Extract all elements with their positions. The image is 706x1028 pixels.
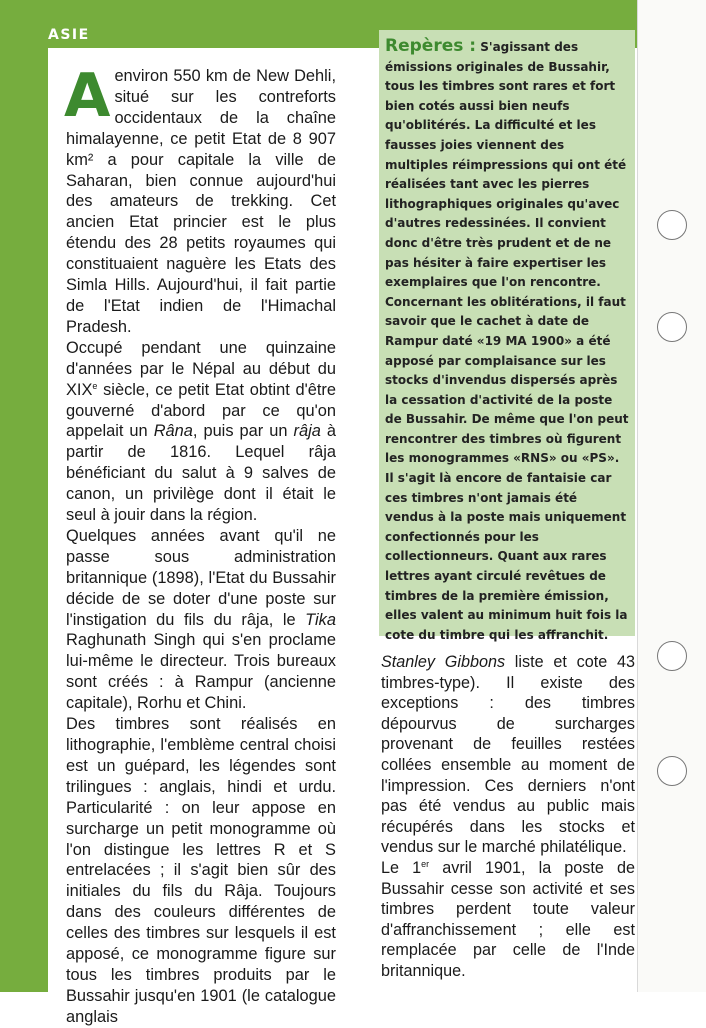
- paragraph-exceptions: Stanley Gibbons liste et cote 43 timbres-type). Il existe des exceptions : des timbres dépourvus de surcharges provenant de feuilles restées collées ensemble au moment de l'impression. Ces derniers n'ont pas été vendus au public mais récupérés dans les stocks et vendus sur le marché philatélique.: [381, 653, 635, 857]
- reperes-title: Repères :: [385, 36, 477, 56]
- article-column-left: [64, 61, 336, 1028]
- binder-hole-icon: [657, 312, 687, 342]
- reperes-text: S'agissant des émissions originales de Bussahir, tous les timbres sont rares et fort bien cotés aussi bien neufs qu'oblitérés. La difficulté et les fausses joies viennent des multiples réimpressions qui ont été réalisées tant avec les pierres lithographiques originales qu'avec d'autres redessinées. Il convient donc d'être très prudent et de ne pas hésiter à faire expertiser les exemplaires que l'on rencontre. Concernant les oblitérations, il faut savoir que le cachet à date de Rampur daté «19 MA 1900» a été apposé par complaisance sur les stocks d'invendus dispersés après la cessation d'activité de la poste de Bussahir. De même que l'on peut rencontrer des timbres où figurent les monogrammes «RNS» ou «PS». Il s'agit là encore de fantaisie car ces timbres n'ont jamais été vendus à la poste mais uniquement confectionnés pour les collectionneurs. Quant aux rares lettres ayant circulé revêtues de timbres de la première émission, elles valent au minimum huit fois la cote du timbre qui les affranchit.: [385, 40, 629, 642]
- drop-cap: A: [64, 61, 111, 131]
- binder-hole-icon: [657, 641, 687, 671]
- green-margin-band: [0, 0, 48, 992]
- reperes-box: [379, 30, 635, 642]
- paragraph-postal: Quelques années avant qu'il ne passe sous administration britannique (1898), l'Etat du Bussahir décide de se doter d'une poste sur l'instigation du fils du râja, le Tika Raghunath Singh qui s'en proclame lui-même le directeur. Trois bureaux sont créés : à Rampur (ancienne capitale), Rorhu et Chini.: [66, 526, 336, 713]
- paragraph-history: Occupé pendant une quinzaine d'années par le Népal au début du XIXe siècle, ce petit Etat obtint d'être gouverné d'abord par ce qu'on appelait un Râna, puis par un râja à partir de 1816. Lequel râja bénéficiant du salut à 9 salves de canon, un privilège dont il était le seul à jouir dans la région.: [66, 338, 336, 525]
- binder-hole-icon: [657, 210, 687, 240]
- article-column-right: [381, 652, 635, 982]
- binder-hole-icon: [657, 756, 687, 786]
- binder-strip: [637, 0, 706, 992]
- paragraph-intro: A environ 550 km de New Dehli, situé sur les contreforts occidentaux de la chaîne himalayenne, ce petit Etat de 8 907 km² a pour capitale la ville de Saharan, bien connue aujourd'hui des amateurs de trekking. Cet ancien Etat princier est le plus étendu des 28 petits royaumes qui constituaient naguère les Etats des Simla Hills. Aujourd'hui, il fait partie de l'Etat indien de l'Himachal Pradesh.: [64, 61, 336, 336]
- paragraph-closure: Le 1er avril 1901, la poste de Bussahir cesse son activité et ses timbres perdent toute valeur d'affranchissement ; elle est remplacée par celle de l'Inde britannique.: [381, 858, 635, 980]
- section-label: ASIE: [48, 27, 90, 43]
- paragraph-stamps: Des timbres sont réalisés en lithographie, l'emblème central choisi est un guépard, les légendes sont trilingues : anglais, hindi et urdu. Particularité : on leur appose en surcharge un petit monogramme où l'on distingue les lettres R et S entrelacées ; il s'agit bien sûr des initiales du fils du Râja. Toujours dans des couleurs différentes de celles des timbres sur lesquels il est apposé, ce monogramme figure sur tous les timbres produits par le Bussahir jusqu'en 1901 (le catalogue anglais: [66, 715, 336, 1026]
